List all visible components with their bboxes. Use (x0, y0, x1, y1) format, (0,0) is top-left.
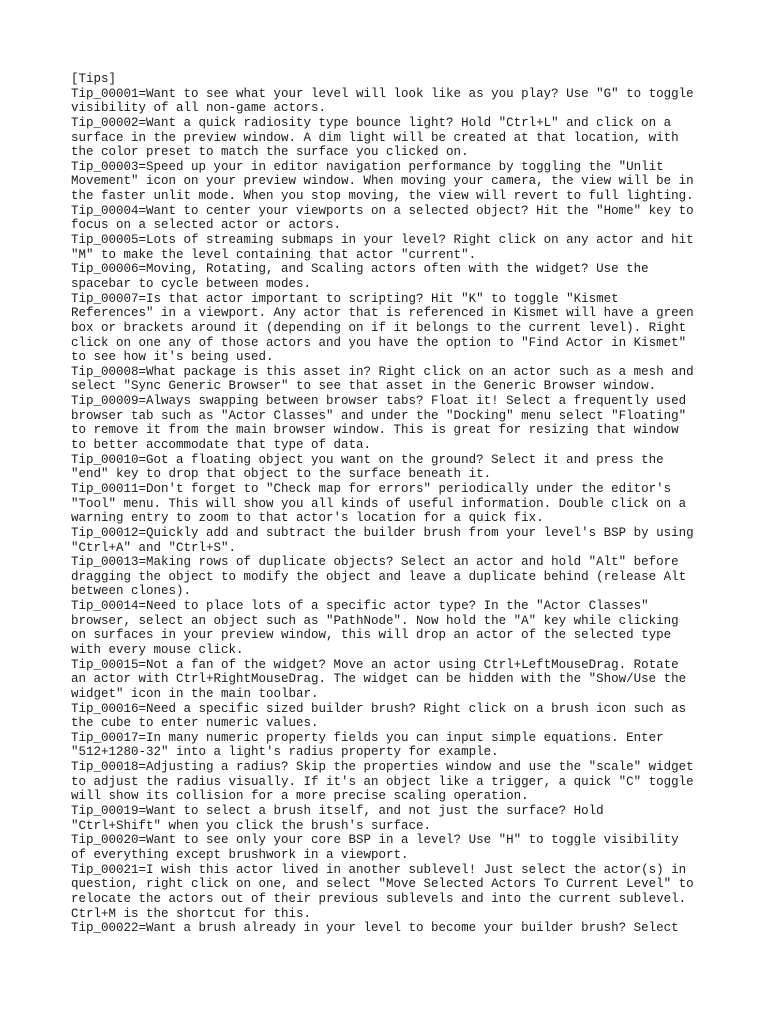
text-line: Tip_00016=Need a specific sized builder brush? Right click on a brush icon such as (71, 701, 687, 716)
text-line: Tip_00020=Want to see only your core BSP in a level? Use "H" to toggle visibility (71, 833, 679, 848)
text-line: select "Sync Generic Browser" to see that asset in the Generic Browser window. (71, 379, 657, 394)
text-line: surface in the preview window. A dim light will be created at that location, with (71, 130, 679, 145)
text-line: Tip_00018=Adjusting a radius? Skip the properties window and use the "scale" widget (71, 760, 694, 775)
text-line: Tip_00005=Lots of streaming submaps in your level? Right click on any actor and hit (71, 233, 694, 248)
text-line: an actor with Ctrl+RightMouseDrag. The widget can be hidden with the "Show/Use the (71, 672, 687, 687)
text-line: Tip_00008=What package is this asset in? Right click on an actor such as a mesh and (71, 364, 694, 379)
text-line: References" in a viewport. Any actor that is referenced in Kismet will have a green (71, 306, 694, 321)
text-line: the faster unlit mode. When you stop moving, the view will revert to full lighting. (71, 189, 694, 204)
text-line (71, 936, 711, 951)
text-line: "M" to make the level containing that actor "current". (71, 247, 477, 262)
text-line: focus on a selected actor or actors. (71, 218, 342, 233)
text-line: between clones). (71, 584, 192, 599)
text-line: widget" icon in the main toolbar. (71, 686, 319, 701)
text-line: box or brackets around it (depending on if it belongs to the current level). Right (71, 320, 687, 335)
text-line: dragging the object to modify the object and leave a duplicate behind (release Alt (71, 569, 687, 584)
text-line: Movement" icon on your preview window. When moving your camera, the view will be in (71, 174, 694, 189)
text-line: "Tool" menu. This will show you all kinds of useful information. Double click on a (71, 496, 687, 511)
text-line: Tip_00013=Making rows of duplicate objects? Select an actor and hold "Alt" before (71, 555, 679, 570)
text-line: Tip_00004=Want to center your viewports on a selected object? Hit the "Home" key to (71, 203, 694, 218)
text-line: browser, select an object such as "PathNode". Now hold the "A" key while clicking (71, 613, 679, 628)
text-line: to better accommodate that type of data. (71, 438, 372, 453)
text-line: Tip_00011=Don't forget to "Check map for errors" periodically under the editor's (71, 481, 672, 496)
text-line: "Ctrl+Shift" when you click the brush's surface. (71, 818, 432, 833)
text-line: "512+1280-32" into a light's radius property for example. (71, 745, 499, 760)
text-line: Tip_00019=Want to select a brush itself, and not just the surface? Hold (71, 804, 604, 819)
text-line: will show its collision for a more precise scaling operation. (71, 789, 529, 804)
tips-text (71, 72, 711, 950)
text-line: "end" key to drop that object to the surface beneath it. (71, 467, 492, 482)
text-line: browser tab such as "Actor Classes" and under the "Docking" menu select "Floating" (71, 408, 687, 423)
text-line: Tip_00021=I wish this actor lived in another sublevel! Just select the actor(s) in (71, 862, 687, 877)
text-line: to adjust the radius visually. If it's an object like a trigger, a quick "C" toggle (71, 774, 694, 789)
text-line: Tip_00002=Want a quick radiosity type bounce light? Hold "Ctrl+L" and click on a (71, 115, 672, 130)
text-line: to see how it's being used. (71, 350, 274, 365)
text-line: with every mouse click. (71, 642, 244, 657)
text-line: question, right click on one, and select "Move Selected Actors To Current Level" to (71, 877, 694, 892)
text-line: Tip_00017=In many numeric property fields you can input simple equations. Enter (71, 730, 664, 745)
text-line: of everything except brushwork in a viewport. (71, 847, 409, 862)
text-line: Tip_00001=Want to see what your level will look like as you play? Use "G" to toggle (71, 86, 694, 101)
text-line: Tip_00003=Speed up your in editor navigation performance by toggling the "Unlit (71, 159, 664, 174)
text-line: the color preset to match the surface you clicked on. (71, 145, 469, 160)
text-line: Tip_00009=Always swapping between browser tabs? Float it! Select a frequently used (71, 394, 687, 409)
text-line: Tip_00022=Want a brush already in your level to become your builder brush? Select (71, 921, 679, 936)
text-line: warning entry to zoom to that actor's location for a quick fix. (71, 511, 544, 526)
text-line: the cube to enter numeric values. (71, 716, 319, 731)
text-line: to remove it from the main browser window. This is great for resizing that window (71, 423, 679, 438)
text-line: Tip_00006=Moving, Rotating, and Scaling actors often with the widget? Use the (71, 262, 649, 277)
text-line: Ctrl+M is the shortcut for this. (71, 906, 312, 921)
text-line: Tip_00014=Need to place lots of a specific actor type? In the "Actor Classes" (71, 599, 649, 614)
text-line: [Tips] (71, 72, 117, 86)
text-line: Tip_00010=Got a floating object you want on the ground? Select it and press the (71, 452, 664, 467)
text-line: visibility of all non-game actors. (71, 101, 327, 116)
text-line: Tip_00012=Quickly add and subtract the builder brush from your level's BSP by using (71, 525, 694, 540)
text-line: Tip_00015=Not a fan of the widget? Move an actor using Ctrl+LeftMouseDrag. Rotate (71, 657, 679, 672)
text-line: click on one any of those actors and you have the option to "Find Actor in Kismet" (71, 335, 687, 350)
text-line: on surfaces in your preview window, this will drop an actor of the selected type (71, 628, 672, 643)
text-line: relocate the actors out of their previous sublevels and into the current sublevel. (71, 891, 687, 906)
text-line: spacebar to cycle between modes. (71, 276, 312, 291)
text-line: Tip_00007=Is that actor important to scripting? Hit "K" to toggle "Kismet (71, 291, 619, 306)
text-line: "Ctrl+A" and "Ctrl+S". (71, 540, 237, 555)
